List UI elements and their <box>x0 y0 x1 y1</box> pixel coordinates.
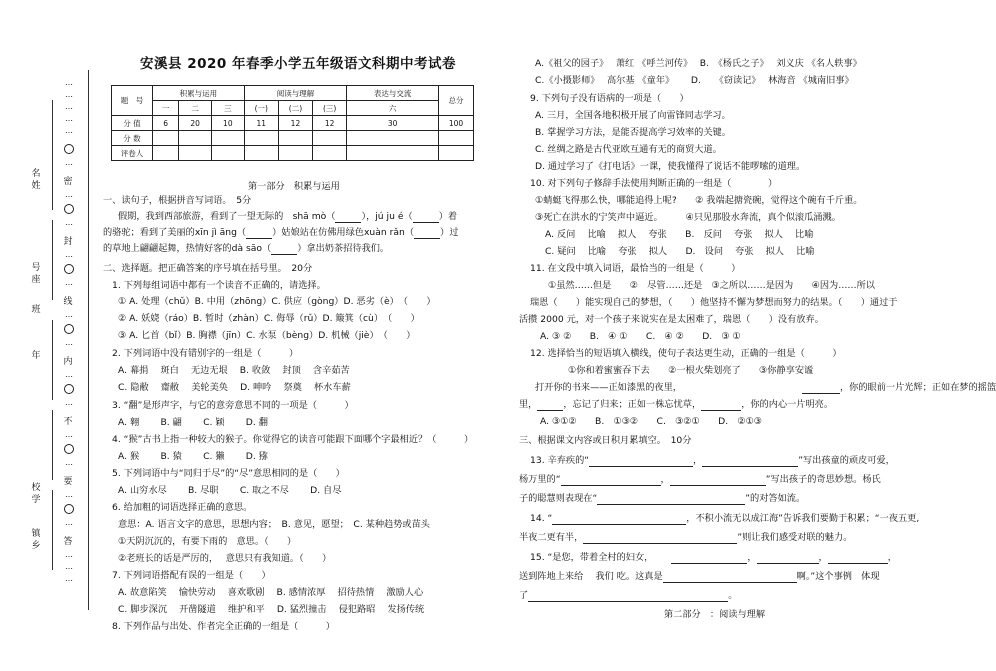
seal-dots: … <box>65 550 73 559</box>
pinyin: xīn jì āng（ <box>194 227 247 238</box>
seal-char-feng: 封 <box>63 237 73 247</box>
seal-dots: … <box>65 102 73 111</box>
answer-blank[interactable] <box>671 563 747 564</box>
question-7: 7. 下列词语搭配有误的一组是（ ） <box>112 570 271 581</box>
score-entry[interactable] <box>347 131 439 146</box>
option-row: ①你和着蜜蜜吞下去 ②一根火柴划亮了 ③你静享安谧 <box>568 365 814 376</box>
question-3: 3. “翻”是形声字，与它的意旁意思不同的一项是（ ） <box>112 400 354 411</box>
seal-dots: … <box>65 78 73 87</box>
binding-rule-right <box>88 70 89 610</box>
option-row: C. 隐敝 齋敝 美轮美奂 D. 呻吟 祭奠 杯水车薪 <box>118 382 351 393</box>
option-row: ③ A. 匕首（bǐ）B. 胸襟（jīn）C. 水泵（bèng）D. 机械（jiè） （ ） <box>118 330 416 341</box>
seal-dots: … <box>65 338 73 347</box>
passage-line <box>519 398 833 411</box>
answer-blank[interactable] <box>561 485 661 486</box>
part1-heading: 第一部分 积累与运用 <box>248 181 340 192</box>
question-12: 12. 选择恰当的短语填入横线，使句子表达更生动，正确的一组是（ ） <box>530 348 842 359</box>
score-entry[interactable] <box>439 131 474 146</box>
text: 里， <box>519 399 538 410</box>
seal-dots: … <box>65 562 73 571</box>
text: ， <box>818 552 828 563</box>
question-4: 4. “猴”古书上指一种较大的猴子。你觉得它的读音可能跟下面哪个字最相近？（ ） <box>112 434 474 445</box>
seal-dots: … <box>65 114 73 123</box>
answer-blank[interactable] <box>597 504 745 505</box>
option-row: C. 脚步深沉 开凿隧道 维护和平 D. 猛烈撞击 侵犯路昭 发扬传统 <box>118 604 425 615</box>
sub-number: (三) <box>313 101 347 116</box>
answer-blank[interactable] <box>589 466 693 467</box>
row-label-grader: 评卷人 <box>112 146 153 161</box>
score-entry[interactable] <box>179 131 212 146</box>
answer-blank[interactable] <box>701 410 741 411</box>
pinyin: shā mò（ <box>292 211 336 222</box>
sub-number: 一 <box>153 101 179 116</box>
seal-dots: … <box>65 190 73 199</box>
answer-blank[interactable] <box>414 238 440 239</box>
value-cell: 6 <box>153 116 179 131</box>
option-row: A.《祖父的园子》 萧红 《呼兰河传》 B. 《杨氏之子》 刘义庆 《名人轶事》 <box>535 58 862 69</box>
text: ， <box>693 455 703 466</box>
answer-blank[interactable] <box>335 222 361 223</box>
text: ”写出孩子的奇思妙想。杨氏 <box>765 474 881 485</box>
score-entry[interactable] <box>313 131 347 146</box>
option-row: A. 故意陷笑 愉快劳动 喜欢歌剧 B. 感情浓厚 招待热情 激励人心 <box>118 587 424 598</box>
answer-blank[interactable] <box>552 524 686 525</box>
value-cell: 10 <box>211 116 244 131</box>
score-entry[interactable] <box>153 131 179 146</box>
seal-circle <box>64 504 74 514</box>
text: 杨万里的“ <box>519 474 561 485</box>
question-9: 9. 下列句子没有语病的一项是（ ） <box>530 93 689 104</box>
seal-circle <box>64 324 74 334</box>
sub-number: 二 <box>179 101 212 116</box>
option-row: A. 三月，全国各地积极开展了向雷锋同志学习。 <box>535 110 731 121</box>
score-table <box>111 85 474 161</box>
grader-entry[interactable] <box>313 146 347 161</box>
option-row: ①虽然……但是 ② 尽管……还是 ③之所以……是因为 ④因为……所以 <box>548 280 875 291</box>
seal-char-yao: 要 <box>63 477 73 487</box>
score-entry[interactable] <box>211 131 244 146</box>
question-6: 6. 给加粗的词语选择正确的意思。 <box>112 502 253 513</box>
text: 15. “是您，带着全村的妇女， <box>530 552 654 563</box>
option-row: ② A. 妖娆（ráo）B. 暂时（zhàn）C. 侮辱（rǔ）D. 簸箕（cù） （ ） <box>118 313 420 324</box>
label-name: 名姓 <box>31 169 41 191</box>
binding-rule-left <box>52 100 53 210</box>
grader-entry[interactable] <box>211 146 244 161</box>
grader-entry[interactable] <box>439 146 474 161</box>
section2-heading: 二、选择题。把正确答案的序号填在括号里。 20分 <box>103 263 313 274</box>
passage-line <box>535 381 996 394</box>
text: ”写出孩童的顽皮可爱， <box>798 455 895 466</box>
question-5: 5. 下列词语中与“同归于尽”的“尽”意思相同的是（ ） <box>112 468 345 479</box>
text: 的草地上翩翩起舞，热情好客的 <box>103 243 232 254</box>
question-8: 8. 下列作品与出处、作者完全正确的一组是（ ） <box>112 621 335 632</box>
answer-blank[interactable] <box>528 601 728 602</box>
answer-blank[interactable] <box>413 222 439 223</box>
text: ，你的眼前一片光辉；正如在梦的摇篮 <box>840 382 996 393</box>
pinyin: xuàn rǎn（ <box>363 227 415 238</box>
text: 半夜二更有半， <box>519 532 584 543</box>
passage-line: 活攒 2000 元，对一个孩子来说实在是太困难了，瑞恩（ ）没有放弃。 <box>519 314 824 325</box>
answer-blank[interactable] <box>757 563 819 564</box>
option-row: ②老班长的话是严厉的， 意思只有我知道。（ ） <box>118 553 332 564</box>
answer-blank[interactable] <box>246 238 272 239</box>
binding-rule-left <box>52 320 53 400</box>
answer-blank[interactable] <box>702 466 798 467</box>
col-header-total: 总分 <box>439 86 474 116</box>
question-13 <box>530 454 895 467</box>
value-cell: 100 <box>439 116 474 131</box>
pinyin-line-3 <box>103 242 389 255</box>
option-row: ③死亡在洪水的宁笑声中逼近。 ④只见那股水奔流，真个似滚瓜涌溅。 <box>535 212 841 223</box>
seal-char-xian: 线 <box>63 297 73 307</box>
answer-blank[interactable] <box>537 410 563 411</box>
grader-entry[interactable] <box>278 146 312 161</box>
score-entry[interactable] <box>244 131 278 146</box>
question-10: 10. 对下列句子修辞手法使用判断正确的一组是（ ） <box>530 178 778 189</box>
binding-strip <box>0 0 100 671</box>
question-13-line3 <box>519 492 805 505</box>
seal-circle <box>64 204 74 214</box>
row-label-values: 分 值 <box>112 116 153 131</box>
label-town: 镇乡 <box>31 529 41 551</box>
grader-entry[interactable] <box>153 146 179 161</box>
seal-dots: … <box>65 218 73 227</box>
part2-heading: 第二部分 ：阅读与理解 <box>664 609 766 620</box>
text: 了 <box>519 590 529 601</box>
sub-number: (一) <box>244 101 278 116</box>
question-15-line3 <box>519 589 737 602</box>
text: 送到阵地上来给 我们 吃。这真是 <box>519 571 663 582</box>
pinyin-line-1 <box>118 210 457 223</box>
binding-rule-left <box>52 410 53 480</box>
question-14-line2 <box>519 531 852 544</box>
sub-number: 六 <box>347 101 439 116</box>
seal-char-da: 答 <box>63 537 73 547</box>
pinyin: ）着 <box>438 211 458 222</box>
seal-dots: … <box>65 430 73 439</box>
grader-entry[interactable] <box>179 146 212 161</box>
value-cell: 20 <box>179 116 212 131</box>
text: ）姑娘站在仿佛用绿色 <box>272 227 364 238</box>
label-class: 班 <box>31 305 41 315</box>
group-header: 积累与运用 <box>153 86 245 101</box>
binding-rule-left <box>52 490 53 570</box>
seal-circle <box>64 264 74 274</box>
seal-dots: … <box>65 278 73 287</box>
pinyin-line-2 <box>103 226 458 239</box>
option-row: A. 猴 B. 猿 C. 獭 D. 猕 <box>118 451 268 462</box>
pinyin: ），jú ju é（ <box>361 211 413 222</box>
text: ， <box>887 552 897 563</box>
grader-entry[interactable] <box>244 146 278 161</box>
exam-title: 安溪县 2020 年春季小学五年级语文科期中考试卷 <box>140 56 456 72</box>
question-11: 11. 在文段中填入词语，最恰当的一组是（ ） <box>530 263 741 274</box>
option-row: ①蜻蜓飞得那么快，哪能追得上呢? ② 我端起搪瓷碗，觉得这个碗有千斤重。 <box>535 195 863 206</box>
answer-blank[interactable] <box>802 393 840 394</box>
question-13-line2 <box>519 473 881 486</box>
option-row: C. 疑问 比喻 夸张 拟人 D. 设问 夸张 拟人 比喻 <box>545 246 815 257</box>
seal-line <box>62 78 76 598</box>
binding-rule-left <box>52 220 53 300</box>
question-14 <box>530 512 919 525</box>
group-header: 阅读与理解 <box>244 86 347 101</box>
question-2: 2. 下列词语中没有错别字的一组是（ ） <box>112 348 299 359</box>
passage-line: 瑞恩（ ）能实现自己的梦想，（ ）他坚持不懈为梦想而努力的结果。（ ）通过于 <box>530 297 898 308</box>
seal-circle <box>64 384 74 394</box>
text: ”则让我们感受对联的魅力。 <box>737 532 853 543</box>
option-row: A. 翱 B. 翩 C. 颖 D. 翻 <box>118 417 268 428</box>
grader-entry[interactable] <box>347 146 439 161</box>
group-header: 表达与交流 <box>347 86 439 101</box>
answer-blank[interactable] <box>271 254 297 255</box>
text: 子的聪慧则表现在“ <box>519 493 598 504</box>
question-15-line2 <box>519 570 880 583</box>
seal-dots: … <box>65 90 73 99</box>
seal-dots: … <box>65 490 73 499</box>
value-cell: 12 <box>313 116 347 131</box>
text: ，忘记了归来；正如一株忘忧草， <box>563 399 702 410</box>
answer-blank[interactable] <box>583 543 737 544</box>
answer-blank[interactable] <box>670 485 766 486</box>
seal-circle <box>64 144 74 154</box>
seal-dots: … <box>65 458 73 467</box>
score-entry[interactable] <box>278 131 312 146</box>
seal-char-nei: 内 <box>63 357 73 367</box>
seal-char-bu: 不 <box>63 417 73 427</box>
label-school: 校学 <box>31 483 41 505</box>
value-cell: 30 <box>347 116 439 131</box>
text: ， <box>747 552 757 563</box>
text: 的骆驼；看到了美丽的 <box>103 227 195 238</box>
text: 打开你的书来——正如漆黑的夜里， <box>535 382 682 393</box>
option-row: A. ③ ② B. ④ ① C. ④ ② D. ③ ① <box>540 331 741 342</box>
option-row: 意思：A. 语言文字的意思，思想内容； B. 意见，愿望； C. 某种趋势或苗头 <box>118 519 430 530</box>
text: 。 <box>728 590 738 601</box>
seal-dots: … <box>65 518 73 527</box>
seal-dots: … <box>65 126 73 135</box>
text: 啊。”这个事例 体现 <box>796 571 880 582</box>
seal-char-mi: 密 <box>63 177 73 187</box>
text: 假期，我到西部旅游，看到了一望无际的 <box>118 211 284 222</box>
question-15 <box>530 551 897 564</box>
option-row: ① A. 处理（chǔ）B. 中用（zhōng）C. 供应（gòng）D. 恶劣（è） （ ） <box>118 296 436 307</box>
label-grade: 年 <box>31 351 41 361</box>
section1-heading: 一、读句子，根据拼音写词语。 5分 <box>103 195 252 206</box>
sub-number: 三 <box>211 101 244 116</box>
text: ）过 <box>440 227 459 238</box>
option-row: C.《小摄影师》 高尔基 《童年》 D. 《窃读记》 林海音 《城南旧事》 <box>535 75 854 86</box>
text: ”的对答如流。 <box>745 493 806 504</box>
option-row: C. 丝绸之路是古代亚欧互通有无的商贸大道。 <box>535 144 722 155</box>
seal-dots: … <box>65 250 73 259</box>
text: ）拿出奶茶招待我们。 <box>297 243 390 254</box>
sub-number: (二) <box>278 101 312 116</box>
text: ，你的内心一片明亮。 <box>741 399 834 410</box>
text: 14. “ <box>530 513 553 524</box>
label-seat: 号座 <box>31 263 41 285</box>
text: ，不积小流无以成江海”告诉我们要勤于积累；“一夜五更, <box>686 513 920 524</box>
text: 13. 辛弃疾的“ <box>530 455 590 466</box>
value-cell: 12 <box>278 116 312 131</box>
seal-dots: … <box>65 310 73 319</box>
answer-blank[interactable] <box>828 563 888 564</box>
row-label-score: 分 数 <box>112 131 153 146</box>
option-row: B. 掌握学习方法，是能否提高学习效率的关键。 <box>535 127 731 138</box>
col-header-question: 题 号 <box>112 86 153 116</box>
seal-dots: … <box>65 574 73 583</box>
option-row: A. 山穷水尽 B. 尽职 C. 取之不尽 D. 自尽 <box>118 485 342 496</box>
text: ， <box>660 474 670 485</box>
option-row: ①天阴沉沉的，有要下雨的 意思。（ ） <box>118 536 297 547</box>
answer-blank[interactable] <box>663 582 797 583</box>
option-row: A. 反问 比喻 拟人 夸张 B. 反问 夸张 拟人 比喻 <box>545 229 814 240</box>
section3-heading: 三、根据课文内容或日积月累填空。 10分 <box>519 435 692 446</box>
option-row: A. ③①② B. ①③② C. ③②① D. ②①③ <box>540 416 763 427</box>
seal-circle <box>64 444 74 454</box>
value-cell: 11 <box>244 116 278 131</box>
option-row: A. 幕捐 斑白 无边无垠 B. 收敛 封顶 含辛茹苦 <box>118 365 350 376</box>
option-row: D. 通过学习了《打电话》一课，使我懂得了说话不能啰嗦的道理。 <box>535 161 806 172</box>
seal-dots: … <box>65 398 73 407</box>
question-1: 1. 下列每组词语中都有一个读音不正确的，请选择。 <box>112 280 326 291</box>
seal-dots: … <box>65 158 73 167</box>
pinyin: dà sāo（ <box>231 243 272 254</box>
seal-dots: … <box>65 370 73 379</box>
